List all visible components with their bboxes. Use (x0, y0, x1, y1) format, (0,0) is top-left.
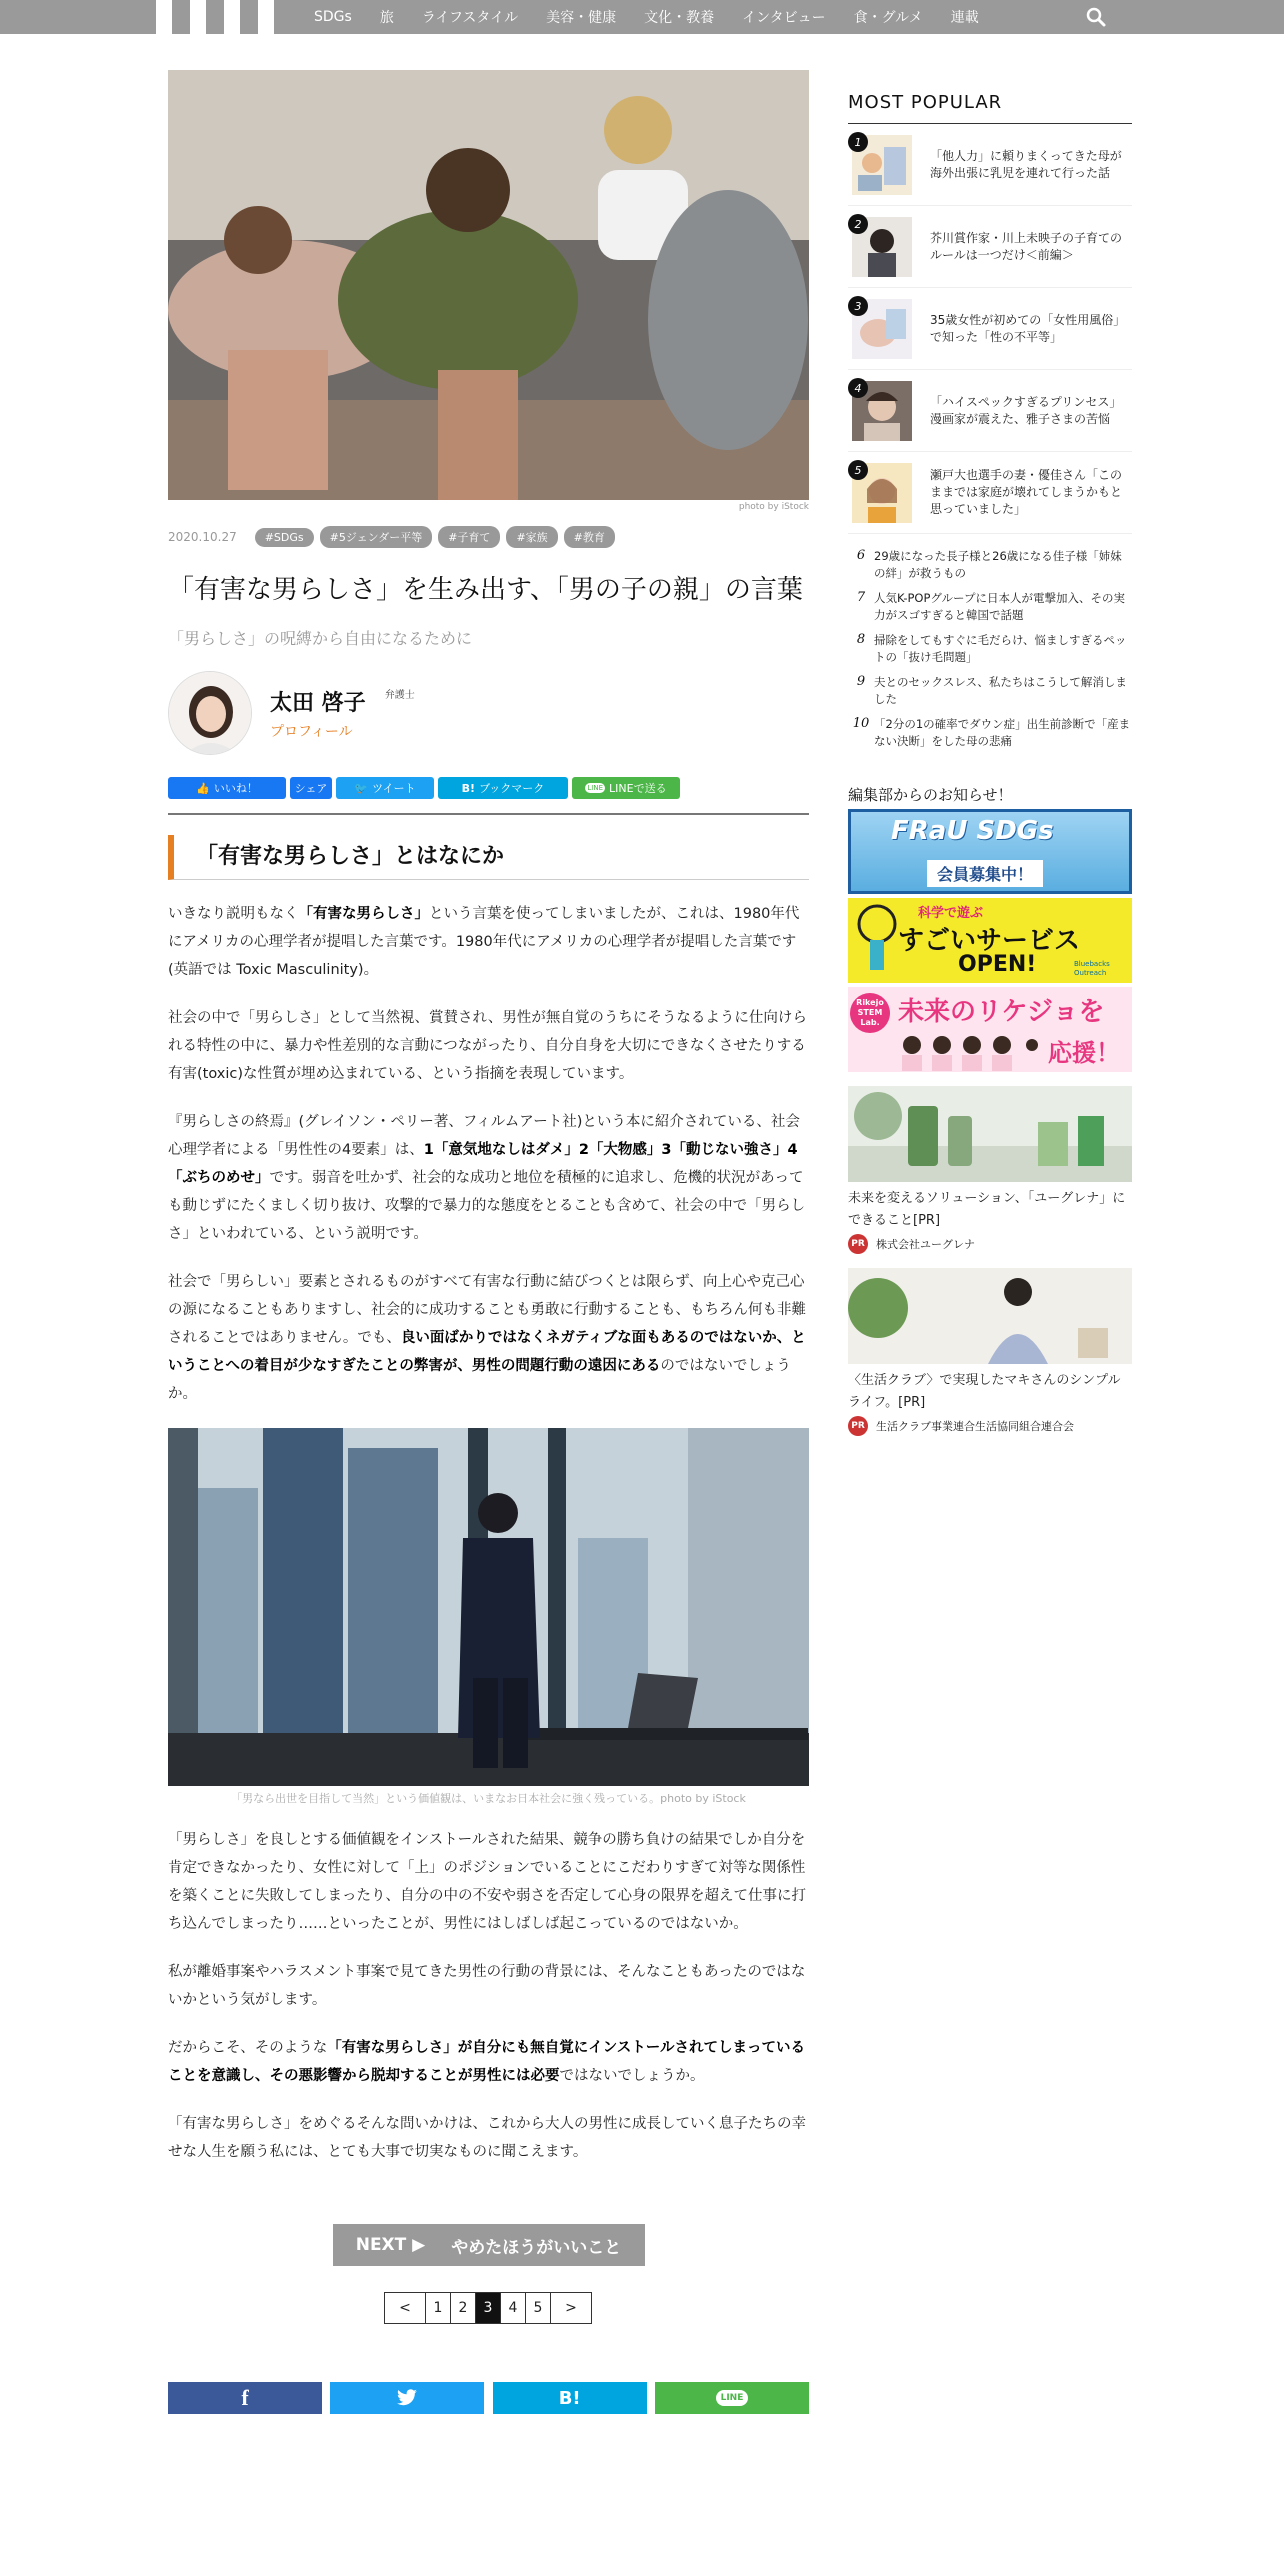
hatena-icon: B! (461, 781, 476, 795)
frau-sdgs-banner[interactable] (848, 809, 1132, 894)
ranking-item[interactable] (848, 628, 1132, 670)
ranking-title: 夫とのセックスレス、私たちはこうして解消しました (874, 675, 1127, 706)
hero-credit: photo by iStock (738, 502, 809, 512)
author-role: 弁護士 (384, 689, 415, 701)
tag-gender[interactable]: #5ジェンダー平等 (320, 526, 433, 548)
rank-number: 6 (856, 548, 866, 563)
rank-number: 10 (852, 716, 870, 731)
pager-page-5[interactable]: 5 (525, 2292, 551, 2324)
sponsored-item[interactable] (848, 1086, 1132, 1254)
next-label: NEXT ▶ (355, 2235, 426, 2255)
paragraph-6: 私が離婚事案やハラスメント事案で見てきた男性の行動の背景には、そんなこともあったのではないかという気がします。 (168, 1964, 806, 2008)
line-share-bottom[interactable] (655, 2382, 809, 2414)
paragraph-1: いきなり説明もなく「有害な男らしさ」という言葉を使ってしまいましたが、これは、1980年代にアメリカの心理学者が提唱した言葉です。1980年代にアメリカの心理学者が提唱した言葉です(英語では Toxic Masculinity)。 (168, 906, 800, 978)
pager-page-2[interactable]: 2 (450, 2292, 476, 2324)
pager-page-1[interactable]: 1 (425, 2292, 451, 2324)
sponsored-image (848, 1268, 1132, 1364)
nav-item-culture[interactable]: 文化・教養 (644, 10, 715, 26)
author-profile-link[interactable]: プロフィール (270, 723, 353, 740)
ranking-item[interactable] (848, 288, 1132, 370)
paragraph-3: 『男らしさの終焉』(グレイソン・ペリー著、フィルムアート社)という本に紹介されている、社会心理学者による「男性性の4要素」は、1「意気地なしはダメ」2「大物感」3「動じない強さ」4「ぶちのめせ」です。弱音を吐かず、社会的な成功と地位を積極的に追求し、危機的状況があっても動じずにたくましく切り抜け、攻撃的で暴力的な態度をとることも含めて、社会の中で「男らしさ」といわれている、という説明です。 (168, 1114, 806, 1242)
facebook-share-button[interactable]: シェア (290, 777, 332, 799)
ranking-title: 35歳女性が初めての「女性用風俗」で知った「性の不平等」 (930, 312, 1126, 344)
sponsored-image (848, 1086, 1132, 1182)
pagination (168, 2292, 809, 2324)
hatena-share-bottom[interactable] (493, 2382, 647, 2414)
sponsored-by (848, 1234, 1132, 1254)
next-title: やめたほうがいいこと (451, 2237, 622, 2258)
article-subtitle: 「男らしさ」の呪縛から自由になるために (168, 629, 473, 648)
ranking-title: 「他人力」に頼りまくってきた母が海外出張に乳児を連れて行った話 (930, 148, 1122, 180)
banner-rikejo-brand: Rikejo STEM Lab. (850, 993, 890, 1033)
publish-date: 2020.10.27 (168, 530, 237, 544)
line-share-button[interactable]: LINE LINEで送る (572, 777, 680, 799)
sidebar (848, 92, 1132, 1436)
twitter-icon (396, 2389, 418, 2407)
article-meta (168, 526, 809, 548)
next-page-button[interactable] (333, 2224, 645, 2266)
nav-item-interview[interactable]: インタビュー (742, 10, 826, 26)
ranking-item[interactable] (848, 206, 1132, 288)
ranking-title: 「ハイスペックすぎるプリンセス」漫画家が震えた、雅子さまの苦悩 (930, 394, 1122, 426)
nav-item-lifestyle[interactable]: ライフスタイル (421, 10, 519, 26)
tag-sdgs[interactable]: #SDGs (255, 528, 314, 547)
rank-number: 2 (848, 214, 868, 234)
paragraph-5: 「男らしさ」を良しとする価値観をインストールされた結果、競争の勝ち負けの結果でしか自分を肯定できなかったり、女性に対して「上」のポジションでいることにこだわりすぎて対等な関係性を築くことに失敗してしまったり、自分の中の不安や弱さを否定して心身の限界を超えて仕事に打ち込んでしまったり……といったことが、男性にはしばしば起こっているのではないか。 (168, 1832, 806, 1932)
banner-sdgs-title: FRaU SDGs (891, 816, 1054, 846)
rank-number: 3 (848, 296, 868, 316)
paragraph-2: 社会の中で「男らしさ」として当然視、賞賛され、男性が無自覚のうちにそうなるように仕向けられる特性の中に、暴力や性差別的な言動につながったり、自分自身を大切にできなくさせたりする有害(toxic)な性質が埋め込まれている、という指摘を表現しています。 (168, 1010, 807, 1082)
rank-number: 7 (856, 590, 866, 605)
ranking-title: 芥川賞作家・川上未映子の子育てのルールは一つだけ＜前編＞ (930, 230, 1123, 262)
paragraph-4: 社会で「男らしい」要素とされるものがすべて有害な行動に結びつくとは限らず、向上心や克己心の源になることもありますし、社会的に成功することも勇敢に行動することも、もちろん何も非難されることではありません。でも、良い面ばかりではなくネガティブな面もあるのではないか、ということへの着目が少なすぎたことの弊害が、男性の問題行動の遠因にあるのではないでしょうか。 (168, 1274, 806, 1402)
twitter-share-bottom[interactable] (330, 2382, 484, 2414)
ranking-item[interactable] (848, 370, 1132, 452)
tag-family[interactable]: #家族 (506, 526, 557, 548)
ranking-item[interactable] (848, 452, 1132, 534)
figure-caption: 「男なら出世を目指して当然」という価値観は、いまなお日本社会に強く残っている。photo by iStock (231, 1792, 746, 1805)
banner-service-sub: 科学で遊ぶ (918, 906, 984, 921)
rikejo-banner[interactable] (848, 987, 1132, 1072)
section-heading: 「有害な男らしさ」とはなにか (168, 835, 809, 880)
pager-page-4[interactable]: 4 (500, 2292, 526, 2324)
bottom-share-bar (168, 2382, 809, 2414)
banner-rikejo-sub: 応援！ (1048, 1039, 1120, 1067)
sponsored-title: 未来を変えるソリューション、「ユーグレナ」にできること[PR] (848, 1191, 1126, 1228)
pager-page-3[interactable]: 3 (475, 2292, 501, 2324)
banner-service-open: OPEN! (958, 952, 1037, 977)
twitter-icon: 🐦 (354, 781, 369, 795)
share-bar (168, 777, 809, 799)
paragraph-8: 「有害な男らしさ」をめぐるそんな問いかけは、これから大人の男性に成長していく息子たちの幸せな人生を願う私には、とても大事で切実なものに聞こえます。 (168, 2116, 806, 2160)
nav-item-travel[interactable]: 旅 (379, 10, 394, 26)
article-title: 「有害な男らしさ」を生み出す、「男の子の親」の言葉 (168, 575, 803, 605)
hatena-icon: B! (558, 2387, 581, 2409)
ranking-item[interactable] (848, 712, 1132, 754)
facebook-share-bottom[interactable] (168, 2382, 322, 2414)
divider (168, 813, 809, 815)
pager-prev[interactable]: < (384, 2292, 426, 2324)
tag-parenting[interactable]: #子育て (438, 526, 500, 548)
notice-heading: 編集部からのお知らせ！ (848, 786, 1013, 804)
nav-item-sdgs[interactable]: SDGs (314, 9, 352, 25)
banner-rikejo-title: 未来のリケジョを (898, 997, 1105, 1027)
pr-badge: PR (848, 1234, 868, 1254)
ranking-item[interactable] (848, 124, 1132, 206)
rank-number: 8 (856, 632, 866, 647)
rank-number: 9 (856, 674, 866, 689)
rank-number: 1 (848, 132, 868, 152)
popular-heading: MOST POPULAR (848, 92, 1003, 113)
hero-image (168, 70, 809, 500)
ranking-more-list (848, 544, 1132, 754)
tag-education[interactable]: #教育 (564, 526, 615, 548)
top-navigation (0, 0, 1284, 34)
author-name: 太田 啓子 (270, 690, 366, 716)
pr-badge: PR (848, 1416, 868, 1436)
author-block (168, 671, 809, 755)
rank-number: 5 (848, 460, 868, 480)
hatena-bookmark-button[interactable]: B! ブックマーク (438, 777, 568, 799)
site-logo[interactable] (156, 0, 292, 34)
ranking-title: 掃除をしてもすぐに毛だらけ、悩ましすぎるペットの「抜け毛問題」 (874, 633, 1127, 664)
tweet-button[interactable]: 🐦 ツイート (336, 777, 434, 799)
nav-item-food[interactable]: 食・グルメ (853, 10, 923, 26)
pager-next[interactable]: > (550, 2292, 592, 2324)
search-icon[interactable] (1084, 5, 1108, 29)
ranking-item[interactable] (848, 670, 1132, 712)
banner-sdgs-sub: 会員募集中！ (927, 860, 1043, 887)
article-column (168, 70, 809, 2414)
sponsor-name: 株式会社ユーグレナ (876, 1238, 975, 1251)
sponsor-name: 生活クラブ事業連合生活協同組合連合会 (876, 1420, 1074, 1433)
ranking-item[interactable] (848, 586, 1132, 628)
ranking-item[interactable] (848, 544, 1132, 586)
facebook-like-button[interactable]: 👍 いいね！ (168, 777, 286, 799)
ranking-title: 29歳になった長子様と26歳になる佳子様「姉妹の絆」が救うもの (874, 549, 1122, 580)
author-avatar[interactable] (168, 671, 252, 755)
nav-item-beauty[interactable]: 美容・健康 (546, 10, 617, 26)
article-figure (168, 1428, 809, 1786)
sponsored-by (848, 1416, 1132, 1436)
line-icon: LINE (716, 2390, 749, 2406)
ranking-title: 人気K-POPグループに日本人が電撃加入、その実力がスゴすぎると韓国で話題 (874, 591, 1125, 622)
banner-service-brand: Bluebacks Outreach (1074, 960, 1110, 977)
thumbs-up-icon: 👍 (196, 781, 210, 795)
line-icon: LINE (587, 784, 604, 792)
sponsored-title: 〈生活クラブ〉で実現したマキさんのシンプルライフ。[PR] (848, 1373, 1121, 1410)
ranking-title: 瀬戸大也選手の妻・優佳さん「このままでは家庭が壊れてしまうかもと思っていました」 (930, 468, 1123, 516)
ranking-title: 「2分の1の確率でダウン症」出生前診断で「産まない決断」をした母の悲痛 (874, 717, 1131, 748)
banner-service-title: すごいサービス (898, 926, 1081, 956)
nav-item-series[interactable]: 連載 (950, 10, 979, 26)
facebook-icon: f (241, 2385, 249, 2410)
paragraph-7: だからこそ、そのような「有害な男らしさ」が自分にも無自覚にインストールされてしまっていることを意識し、その悪影響から脱却することが男性には必要ではないでしょうか。 (168, 2040, 805, 2084)
science-service-banner[interactable] (848, 898, 1132, 983)
sponsored-item[interactable] (848, 1268, 1132, 1436)
rank-number: 4 (848, 378, 868, 398)
nav-links (300, 0, 993, 34)
